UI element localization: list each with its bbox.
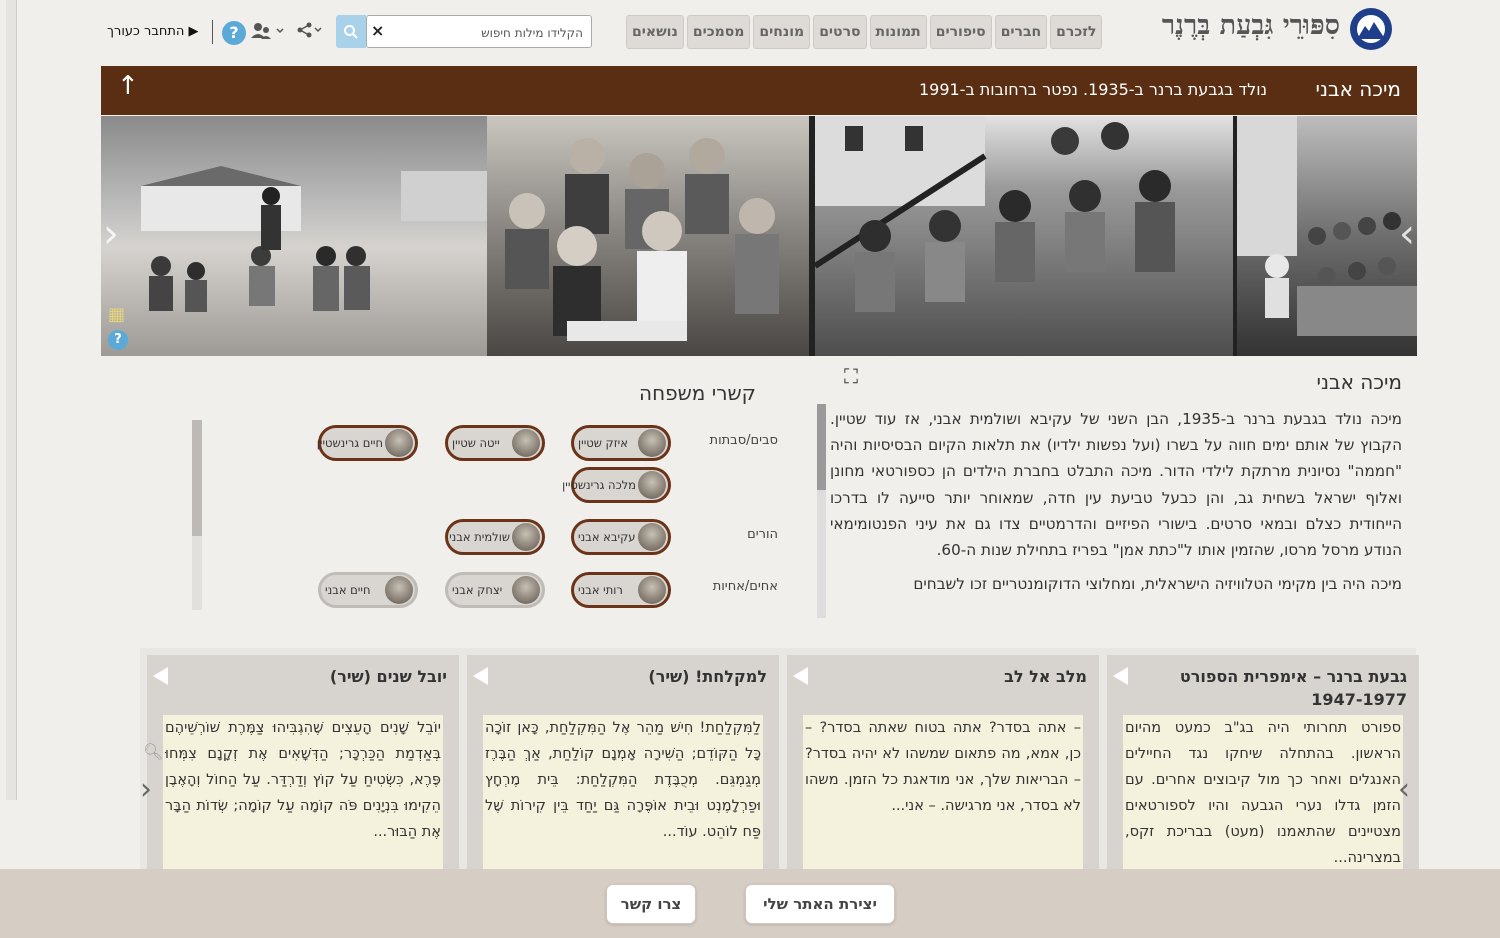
person-chip[interactable]: איזק שטיין [571, 425, 671, 461]
grid-view-icon[interactable]: ▦ [108, 304, 126, 325]
nav-item-documents[interactable]: מסמכים [687, 15, 751, 49]
cards-prev-icon[interactable]: ‹ [140, 772, 152, 807]
editor-login-link[interactable] [107, 24, 199, 39]
bio-scrollbar[interactable] [817, 404, 826, 618]
card-arrow-icon[interactable] [153, 667, 168, 685]
family-scrollbar[interactable] [192, 420, 202, 610]
avatar [638, 576, 666, 604]
family-group-label: הורים [747, 527, 778, 542]
divider [212, 20, 213, 44]
card-title[interactable]: יובל שנים (שיר) [329, 667, 447, 686]
person-chip[interactable]: חיים גרינשטיין [318, 425, 418, 461]
nav-item-members[interactable]: חברים [995, 15, 1047, 49]
contact-button[interactable]: צרו קשר [606, 884, 696, 924]
page-scrollbar[interactable] [6, 0, 17, 800]
card-excerpt: לַמִּקְלַחַת! חִישׁ מַהֵר אֶל הַמִּקְלַחַת, כָּאן זוֹכָה כָּל הַקּוֹדֵם; הַשִּׁירָה אָמְנָם קוֹלַחַת, אַךְ הַבֶּרֶז מְגַמְגֵּם. מְכֻבֶּדֶת הַמִּקְלַחַת: בֵּית מֶרְחָץ וּפַרְלָמֶנְט וּבֵית אוֹפֶּרָה גַּם יַחַד בֵּין קִירוֹת שֶׁל פַּח לוֹהֵט. עוֹד... [483, 715, 763, 875]
share-icon[interactable] [296, 22, 322, 42]
card-arrow-icon[interactable] [473, 667, 488, 685]
person-chip[interactable]: יצחק אבני [445, 572, 545, 608]
card-title[interactable]: למקלחת! (שיר) [648, 667, 767, 686]
nav-item-movies[interactable]: סרטים [813, 15, 866, 49]
card-excerpt: ספורט תחרותי היה בג"ב כמעט מהיום הראשון. בהתחלה שיחקו נגד החיילים האנגלים ואחר כך מול קיבוצים אחרים. עם הזמן גדלו נערי הגבעה והיו לספורטאים מצטיינים שהתאמנו (מעט) בבריכת זקס, במצרינה... [1123, 715, 1403, 875]
avatar [385, 429, 413, 457]
magnifier-icon[interactable]: 🔍︎ [143, 742, 164, 761]
person-chip[interactable]: רותי אבני [571, 572, 671, 608]
family-title: קשרי משפחה [639, 381, 756, 405]
banner-person-name: מיכה אבני [1315, 77, 1401, 101]
play-icon: ▶ [188, 24, 199, 39]
site-logo[interactable] [1350, 8, 1392, 50]
search-box [366, 15, 592, 48]
story-card[interactable] [787, 655, 1099, 869]
avatar [638, 471, 666, 499]
search-icon [343, 24, 359, 40]
nav-item-memorial[interactable]: לזכרם [1050, 15, 1102, 49]
bio-scroll-thumb[interactable] [817, 404, 826, 490]
card-title[interactable]: גבעת ברנר – אימפרית הספורט 1947-1977 [1179, 667, 1407, 709]
banner-summary: נולד בגבעת ברנר ב-1935. נפטר ברחובות ב-1991 [918, 80, 1267, 99]
nav-item-terms[interactable]: מונחים [753, 15, 810, 49]
login-label: התחבר כעורך [107, 24, 185, 39]
person-chip[interactable]: עקיבא אבני [571, 519, 671, 555]
story-card[interactable] [467, 655, 779, 869]
scroll-up-icon[interactable]: ↑ [117, 71, 139, 101]
nav-item-photos[interactable]: תמונות [870, 15, 927, 49]
bio-title: מיכה אבני [1316, 370, 1402, 394]
help-icon[interactable]: ? [222, 21, 246, 45]
card-arrow-icon[interactable] [793, 667, 808, 685]
create-site-button[interactable]: יצירת האתר שלי [745, 884, 895, 924]
story-card[interactable] [1107, 655, 1419, 869]
search-button[interactable] [336, 15, 366, 48]
person-chip[interactable]: מלכה גרינשטיין [571, 467, 671, 503]
user-settings-icon[interactable] [250, 22, 286, 44]
avatar [385, 576, 413, 604]
card-excerpt: – אתה בסדר? אתה בטוח שאתה בסדר? – כן, אמא, מה פתאום שמשהו לא יהיה בסדר? – הבריאות שלך, אני מודאגת כל הזמן. משהו לא בסדר, אני מרגישה. – אני... [803, 715, 1083, 875]
person-chip[interactable]: שולמית אבני [445, 519, 545, 555]
fullscreen-icon[interactable]: ⛶ [844, 364, 858, 388]
card-title[interactable]: מלב אל לב [1004, 667, 1087, 686]
gallery-photo-children[interactable] [101, 116, 487, 356]
bio-paragraph: מיכה היה בין מקימי הטלוויזיה הישראלית, ומחלוצי הדוקומנטריים זכו לשבחים [913, 575, 1402, 594]
family-group-label: אחים/אחיות [712, 579, 778, 594]
person-chip[interactable]: חיים אבני [318, 572, 418, 608]
search-input[interactable] [391, 20, 585, 45]
main-nav [626, 15, 1102, 49]
site-title[interactable]: סִפּוּרֵי גִּבְעַת בְּרֶנֶר [1161, 10, 1340, 41]
bio-paragraph: מיכה נולד בגבעת ברנר ב-1935, הבן השני של עקיבא ושולמית אבני, אז עוד שטיין. הקבוץ של אותם ימים חווה על בשרו (ועל נפשות ילדיו) את תלאות הקיום הבסיסיות והיה "חממה" נסיונית מרתקת לילדי הדור. מיכה התבלט בחברת הילדים הן כספורטאי מחונן ואלוף ישראל בשחית גב, והן כבעל טביעת עין חדה, שמאוחר יותר סייעה לו בדרכו הייחודית כצלם ובמאי סרטים. בישורי הפיזיים והדרמטיים צדו גם את עיני הפנטומימאי הנודע מרסל מרסו, שהזמין אותו ל"כתת אמן" בפריז בתחילת שנות ה-60. [830, 410, 1402, 560]
card-excerpt: יוֹבֵל שָׁנִים הָעֵצִים שֶׁהִגְבִּיהוּ צַמֶּרֶת שׁוֹרְשֵׁיהֶם בְּאַדְמַת הַכַּרְכָּר; הַדְּשָׁאִים אֶת זְקָנָם צִמְּחוּ פֶּרֶא, כִּשְׂטִיחַ עַל קוֹץ וְדַרְדַּר. עַל הַחוֹל וְהָאֶבֶן הֵקִימוּ בִּנְיָנִים פֹּה קוֹמָה עַל קוֹמָה; שְׂדוֹת הַבָּר אֶת הַבּוּר... [163, 715, 443, 875]
family-scroll-thumb[interactable] [192, 420, 202, 536]
avatar [512, 523, 540, 551]
avatar [638, 523, 666, 551]
avatar [638, 429, 666, 457]
cards-next-icon[interactable]: › [1398, 772, 1410, 807]
clear-search-icon[interactable]: × [371, 21, 385, 40]
family-group-label: סבים/סבתות [709, 433, 778, 448]
logo-icon [1354, 12, 1388, 46]
gallery-next-icon[interactable]: › [1399, 211, 1415, 257]
person-chip[interactable]: ייטה שטיין [445, 425, 545, 461]
nav-item-stories[interactable]: סיפורים [930, 15, 992, 49]
nav-item-topics[interactable]: נושאים [626, 15, 684, 49]
gallery-help-icon[interactable]: ? [108, 330, 128, 350]
gallery-prev-icon[interactable]: ‹ [103, 211, 119, 257]
gallery-photo-team[interactable] [815, 116, 1233, 356]
header [0, 0, 1500, 64]
photo-gallery [101, 116, 1417, 356]
gallery-photo-kids-group[interactable] [1237, 116, 1417, 356]
avatar [512, 429, 540, 457]
gallery-photo-group[interactable] [487, 116, 809, 356]
avatar [512, 576, 540, 604]
story-card[interactable] [147, 655, 459, 869]
bio-text [830, 406, 1402, 618]
person-banner [101, 66, 1417, 115]
card-arrow-icon[interactable] [1113, 667, 1128, 685]
